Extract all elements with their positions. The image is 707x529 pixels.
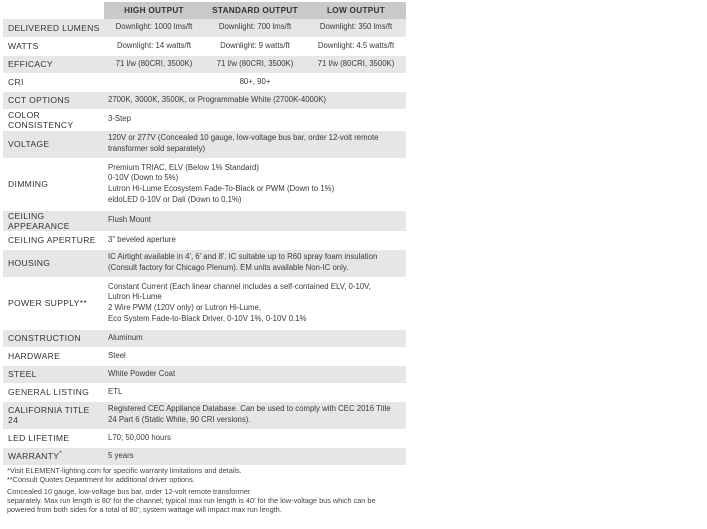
row-ceiling-appearance [3, 210, 406, 231]
row-label: EFFICACY [3, 55, 104, 73]
row-label: DELIVERED LUMENS [3, 19, 104, 37]
header-standard-output: STANDARD OUTPUT [204, 2, 306, 19]
row-label: COLOR CONSISTENCY [3, 109, 104, 130]
value-line: Premium TRIAC, ELV (Below 1% Standard) [108, 162, 259, 172]
footnote-bus-bar: Concealed 10 gauge, low-voltage bus bar, order 12-volt remote transformer [7, 487, 251, 496]
cell-high: Downlight: 1000 lms/ft [104, 19, 204, 37]
row-label: CEILING APPEARANCE [3, 210, 104, 231]
cell-value: 2700K, 3000K, 3500K, or Programmable White (2700K-4000K) [104, 91, 406, 109]
row-label: HARDWARE [3, 347, 104, 365]
value-line: transformer sold separately) [108, 144, 206, 153]
footnote-run-length: separately. Max run length is 80' for the channel; typical max run length is 40' for the low-voltage bus which can be [7, 496, 376, 505]
row-construction [3, 329, 406, 347]
cell-low: Downlight: 4.5 watts/ft [306, 37, 406, 55]
row-delivered-lumens [3, 19, 406, 37]
row-label: CEILING APERTURE [3, 231, 104, 249]
value-line: Eco System Fade-to-Black Driver, 0-10V 1%, 0-10V 0.1% [108, 313, 307, 323]
value-line: (Consult factory for Chicago Plenum). EM units available Non-IC only. [108, 263, 349, 272]
row-steel [3, 365, 406, 383]
cell-value: 3-Step [104, 109, 406, 130]
header-high-output: HIGH OUTPUT [104, 2, 204, 19]
footnote-system-wattage: powered from both sides for a total of 80'; system wattage will impact max run length. [7, 505, 282, 514]
cell-value: Aluminum [104, 329, 406, 347]
row-label: STEEL [3, 365, 104, 383]
cell-value: L70; 50,000 hours [104, 429, 406, 447]
row-label: GENERAL LISTING [3, 383, 104, 401]
row-dimming [3, 158, 406, 210]
value-line: Constant Current (Each linear channel includes a self-contained ELV, 0-10V, [108, 281, 371, 291]
value-line: 2 Wire PWM (120V only) or Lutron Hi-Lume, [108, 303, 261, 312]
row-california-title-24 [3, 401, 406, 429]
cell-value [104, 249, 406, 277]
row-ceiling-aperture [3, 231, 406, 249]
row-label: WATTS [3, 37, 104, 55]
row-label: CONSTRUCTION [3, 329, 104, 347]
row-label: VOLTAGE [3, 130, 104, 158]
row-label: POWER SUPPLY** [3, 277, 104, 329]
footnote-driver: **Consult Quotes Department for additional driver options. [7, 475, 195, 484]
value-line: Lutron Hi-Lume [108, 292, 162, 302]
spec-table [3, 2, 406, 466]
cell-high: 71 l/w (80CRI, 3500K) [104, 55, 204, 73]
row-label: CRI [3, 73, 104, 91]
row-cct-options [3, 91, 406, 109]
cell-value: White Powder Coat [104, 365, 406, 383]
row-efficacy [3, 55, 406, 73]
row-hardware [3, 347, 406, 365]
row-label [3, 447, 104, 465]
warranty-footnote-mark: * [59, 451, 62, 458]
row-general-listing [3, 383, 406, 401]
cell-value [104, 401, 406, 429]
cell-value: Steel [104, 347, 406, 365]
footnotes [7, 466, 407, 514]
row-housing [3, 249, 406, 277]
value-line: Registered CEC Appliance Database. Can be used to comply with CEC 2016 Title [108, 404, 391, 414]
row-label: CALIFORNIA TITLE 24 [3, 401, 104, 429]
row-label: LED LIFETIME [3, 429, 104, 447]
row-label: CCT OPTIONS [3, 91, 104, 109]
header-row [3, 2, 406, 19]
cell-value: ETL [104, 383, 406, 401]
cell-value [104, 158, 406, 210]
value-line: Lutron Hi-Lume Ecosystem Fade-To-Black or PWM (Down to 1%) [108, 184, 335, 193]
row-power-supply [3, 277, 406, 329]
cell-value: Flush Mount [104, 210, 406, 231]
cell-high: Downlight: 14 watts/ft [104, 37, 204, 55]
cell-value: 5 years [104, 447, 406, 465]
row-label: DIMMING [3, 158, 104, 210]
cell-standard: Downlight: 9 watts/ft [204, 37, 306, 55]
cell-value: 80+, 90+ [104, 73, 406, 91]
row-warranty [3, 447, 406, 465]
header-low-output: LOW OUTPUT [306, 2, 406, 19]
row-voltage [3, 130, 406, 158]
row-label: HOUSING [3, 249, 104, 277]
cell-value: 3" beveled aperture [104, 231, 406, 249]
value-line: eldoLED 0-10V or Dali (Down to 0.1%) [108, 194, 242, 204]
footnote-warranty: *Visit ELEMENT-lighting.com for specific warranty limitations and details. [7, 466, 242, 475]
row-cri [3, 73, 406, 91]
cell-value [104, 277, 406, 329]
header-blank [3, 2, 104, 19]
cell-low: 71 l/w (80CRI, 3500K) [306, 55, 406, 73]
warranty-label-text: WARRANTY [8, 451, 60, 461]
value-line: 0-10V (Down to 5%) [108, 173, 179, 183]
cell-standard: Downlight: 700 lms/ft [204, 19, 306, 37]
cell-low: Downlight: 350 lms/ft [306, 19, 406, 37]
row-color-consistency [3, 109, 406, 130]
value-line: IC Airtight available in 4', 6' and 8'. IC suitable up to R60 spray foam insulation [108, 252, 378, 262]
cell-standard: 71 l/w (80CRI, 3500K) [204, 55, 306, 73]
cell-value [104, 130, 406, 158]
value-line: 24 Part 6 (Static White, 90 CRI versions). [108, 415, 251, 424]
row-watts [3, 37, 406, 55]
value-line: 120V or 277V (Concealed 10 gauge, low-voltage bus bar, order 12-volt remote [108, 133, 379, 143]
row-led-lifetime [3, 429, 406, 447]
